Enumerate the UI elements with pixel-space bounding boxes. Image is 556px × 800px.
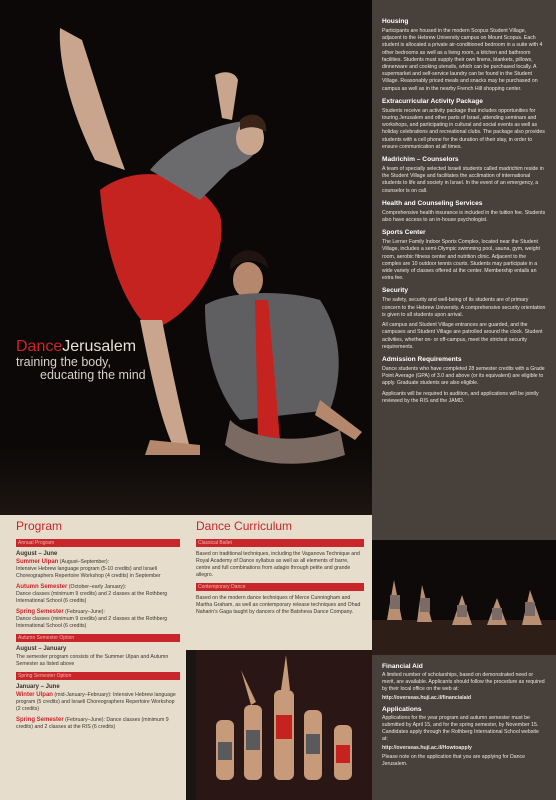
winter-ulpan-item: [16, 692, 180, 713]
autumn-option-text: The semester program consists of the Summer Ulpan and Autumn Semester as listed above: [16, 654, 169, 667]
extracurricular-text: Students receive an activity package that includes opportunities for touring Jerusalem and other parts of Israel, attending seminars and workshops, and participating in cultural and social events as well as holiday celebrations and recreational clubs. The package also provides students with a cell phone for the duration of their stay, in order to ensure communication at all times.: [382, 107, 545, 150]
autumn-option-dates: August – January: [16, 646, 67, 652]
brand-dance: Dance: [16, 338, 63, 355]
admission-text-1: Dance students who have completed 28 semester credits with a Grade Point Average (GPA) of 3.0 and above (or its equivalent) are eligible to apply. Graduate students are also eligible.: [382, 365, 545, 387]
group-dancers-illustration: [196, 650, 372, 800]
contemporary-bar: Contemporary Dance: [196, 583, 364, 591]
winter-ulpan-text: (mid-January–February): Intensive Hebrew language program (5 credits) and Israeli Choreographers Repertoire Workshop (2 credits): [16, 692, 176, 712]
security-text-1: The safety, security and well-being of its students are of primary concern to the Hebrew University. A comprehensive security orientation is given to all students upon arrival.: [382, 297, 546, 318]
financial-aid-link[interactable]: http://overseas.huji.ac.il/financialaid: [382, 695, 472, 701]
health-heading: Health and Counseling Services: [382, 199, 483, 207]
summer-ulpan-when: (August–September):: [58, 559, 110, 565]
brand-jerusalem: Jerusalem: [62, 338, 137, 355]
security-text-2: All campus and Student Village entrances are guarded, and the campuses and Student Village are patrolled around the clock. Student activities, whether on- or off-campus, meet the strictest security requirements.: [382, 322, 543, 350]
curriculum-section: [186, 515, 372, 650]
applications-note: Please note on the application that you are applying for Dance Jerusalem.: [382, 754, 526, 767]
housing-heading: Housing: [382, 18, 409, 25]
curriculum-title: Dance Curriculum: [196, 519, 293, 533]
program-section: [0, 515, 186, 800]
program-title: Program: [16, 519, 63, 533]
stage-dance-photo: [372, 540, 556, 655]
applications-text: Applications for the year program and autumn semester must be submitted by April 15, and for the spring semester, by November 15. Candidates apply through the Rothberg International School website at:: [382, 715, 539, 742]
financial-aid-heading: Financial Aid: [382, 663, 423, 670]
stage-dancers-illustration: [372, 540, 556, 655]
ballet-text: Based on traditional techniques, including the Vaganova Technique and Royal Academy of Dance syllabus as well as all elements of barre, centre and full combinations from adagio through petite and grande allegro.: [196, 551, 360, 578]
applications-heading: Applications: [382, 706, 422, 713]
spring-semester-item: [16, 609, 180, 630]
dancers-illustration: [0, 0, 372, 515]
financial-aid-text: A limited number of scholarships, based on demonstrated need or merit, are available. Applicants should follow the procedure as required by their local office on the web at:: [382, 672, 545, 692]
spring2-semester-text: (February–June): Dance classes (minimum 9 credits) and 2 classes at the RIS (6 credits): [16, 717, 169, 730]
summer-ulpan-text: Intensive Hebrew language program (5-10 credits) and Israeli Choreographers Repertoire Workshop (4 credits) in September: [16, 566, 161, 579]
brand-block: [16, 338, 146, 382]
male-head: [233, 262, 263, 298]
autumn-semester-name: Autumn Semester: [16, 584, 68, 590]
brand-title: [16, 338, 146, 356]
summer-ulpan-name: Summer Ulpan: [16, 559, 59, 565]
admission-text-2: Applicants will be required to audition, and applications will be jointly reviewed by the RIS and the JAMD.: [382, 390, 539, 404]
tagline-line-2: educating the mind: [40, 368, 146, 382]
group-dance-photo: [196, 650, 372, 800]
housing-text: Participants are housed in the modern Scopus Student Village, adjacent to the Hebrew University campus on Mount Scopus. Each student is allocated a private air-conditioned bedroom in a suite with 4 other bedrooms as well as a living room, a kitchen and bathroom facilities. Students must supply their own linens, blankets, pillows, dinnerware and cooking utensils, which can be purchased locally. A supermarket and self-service laundry can be found in the Student Village. Reasonably priced meals and snacks may be purchased on campus as well as in the nearby French Hill shopping center.: [382, 28, 543, 92]
tagline-line-1: training the body,: [16, 355, 111, 369]
autumn-semester-item: [16, 584, 180, 605]
spring2-semester-name: Spring Semester: [16, 717, 64, 723]
applications-link[interactable]: http://overseas.huji.ac.il/Howtoapply: [382, 745, 472, 751]
admission-heading: Admission Requirements: [382, 355, 462, 363]
ballet-bar: Classical Ballet: [196, 539, 364, 547]
sports-text: The Lerner Family Indoor Sports Complex, located near the Student Village, includes a semi-Olympic swimming pool, sauna, gym, weight room, aerobic fitness center and nutrition clinic. Adjacent to the complex are 10 outdoor tennis courts. Students may participate in a wide variety of classes offered at the center. Membership entails an extra fee.: [382, 239, 540, 282]
spring-semester-name: Spring Semester: [16, 609, 64, 615]
spring-option-dates: January – June: [16, 684, 60, 690]
spring-option-bar: Spring Semester Option: [16, 672, 180, 680]
contemporary-text: Based on the modern dance techniques of Merce Cunningham and Martha Graham, as well as contemporary release techniques and Ohad Naharin's Gaga taught by dancers of the Batsheva Dance Company.: [196, 595, 361, 615]
annual-program-bar: Annual Program: [16, 539, 180, 547]
madrichim-text: A team of specially selected Israeli students called madrichim reside in the Student Village and facilitates the acclimation of international students to life and society in Israel. In the event of an emergency, a counselor is on call.: [382, 166, 544, 194]
autumn-semester-text: Dance classes (minimum 9 credits) and 2 classes at the Rothberg International School (6 credits): [16, 591, 168, 604]
summer-ulpan-item: [16, 559, 180, 580]
autumn-semester-when: (October–early January):: [67, 584, 127, 590]
madrichim-heading: Madrichim – Counselors: [382, 156, 459, 164]
spring2-semester-item: [16, 717, 180, 731]
red-skirt: [100, 174, 222, 330]
winter-ulpan-name: Winter Ulpan: [16, 692, 53, 698]
spring-semester-when: (February–June):: [63, 609, 105, 615]
security-heading: Security: [382, 287, 409, 295]
extracurricular-heading: Extracurricular Activity Package: [382, 97, 483, 105]
dancer-arm: [215, 72, 238, 120]
sports-heading: Sports Center: [382, 229, 426, 237]
info-column: [372, 0, 556, 540]
financial-applications-section: [372, 655, 556, 800]
dancer-leg: [60, 28, 125, 170]
health-text: Comprehensive health insurance is included in the tuition fee. Students also have access to an in-house psychologist.: [382, 209, 546, 224]
spring-semester-text: Dance classes (minimum 9 credits) and 2 classes at the Rothberg International School (6 credits): [16, 616, 168, 629]
hero-photo: [0, 0, 372, 515]
autumn-option-bar: Autumn Semester Option: [16, 634, 180, 642]
annual-dates: August – June: [16, 551, 58, 557]
